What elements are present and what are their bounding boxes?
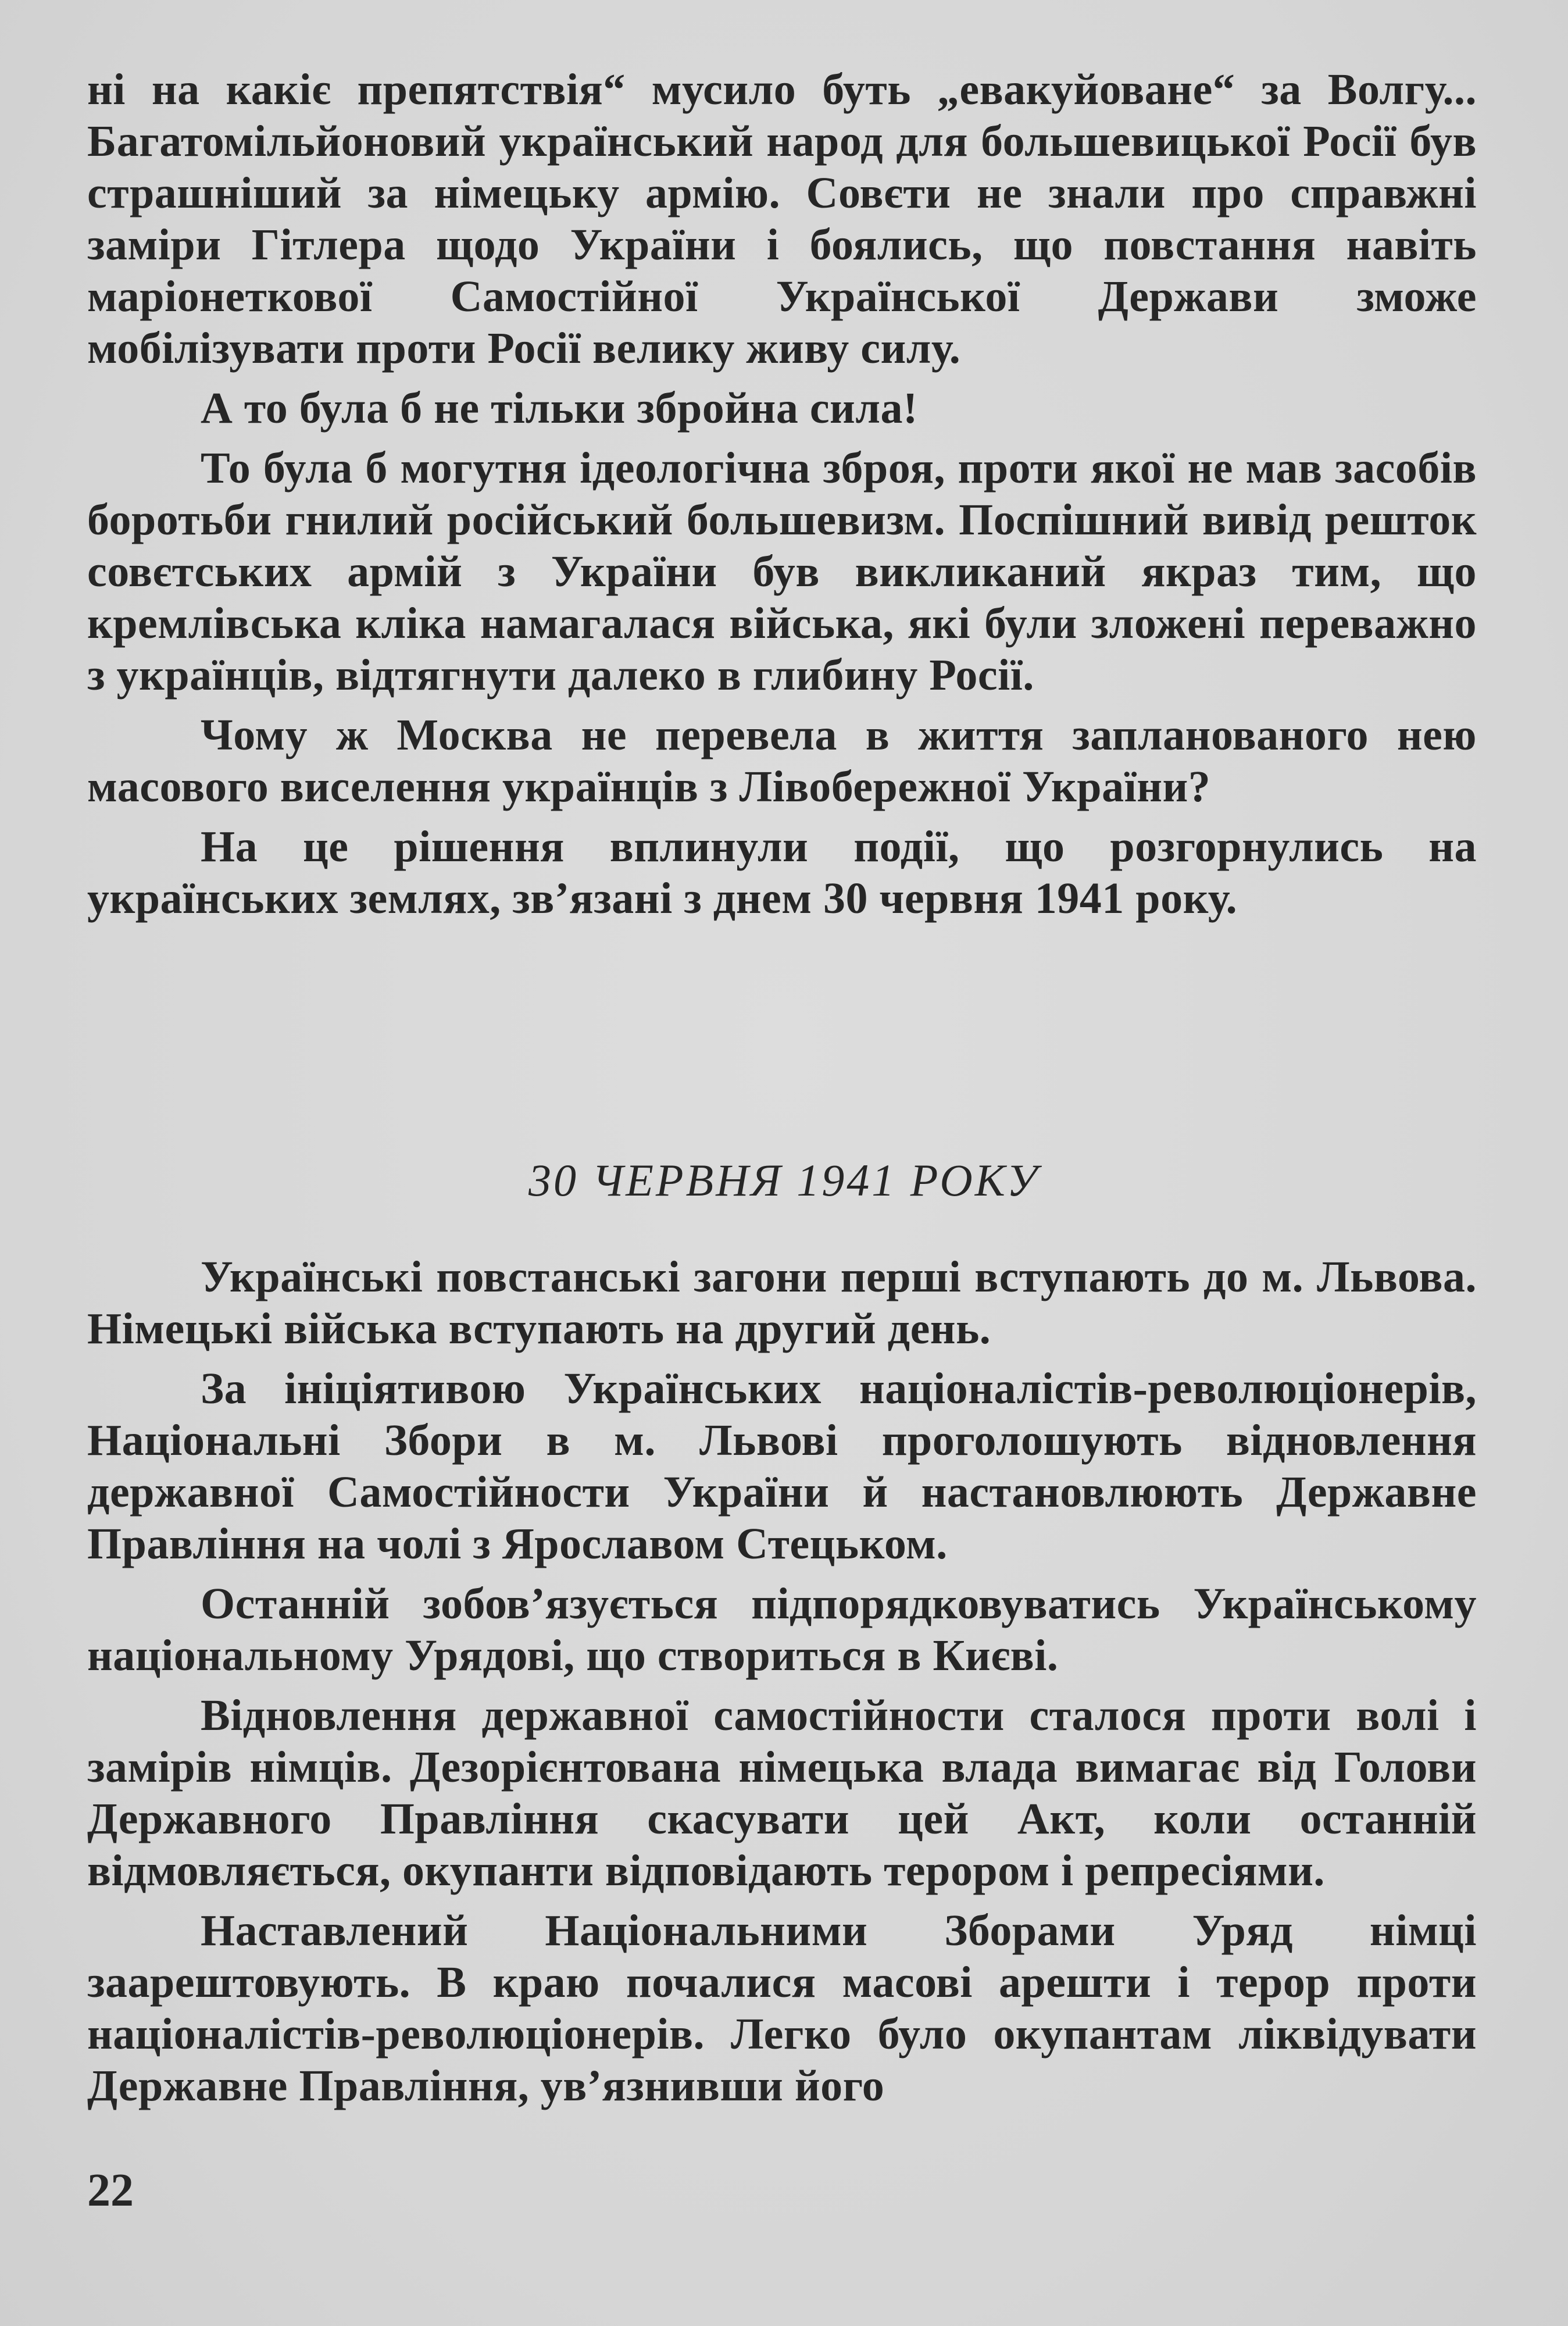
top-text-block	[87, 64, 1477, 925]
bottom-text-block	[87, 1251, 1477, 2112]
paragraph-events: На це рішення вплинули події, що розгорнулись на українських землях, зв’язані з днем 30 червня 1941 року.	[87, 822, 1477, 923]
paragraph-lviv-entry: Українські повстанські загони перші вступають до м. Львова. Німецькі війська вступають на другий день.	[87, 1253, 1477, 1353]
paragraph-continuation: ні на какіє препятствія“ мусило буть „евакуйоване“ за Волгу... Багатомільйоновий український народ для большевицької Росії був страшніший за німецьку армію. Совєти не знали про справжні заміри Гітлера щодо України і боялись, що повстання навіть маріонеткової Самостійної Української Держави зможе мобілізувати проти Росії велику живу силу.	[87, 65, 1477, 373]
page-number: 22	[87, 2165, 134, 2216]
paragraph-ideological-weapon: То була б могутня ідеологічна зброя, проти якої не мав засобів боротьби гнилий російський большевизм. Поспішний вивід решток совєтських армій з України був викликаний якраз тим, що кремлівська кліка намагалася війська, які були зложені переважно з українців, відтягнути далеко в глибину Росії.	[87, 444, 1477, 700]
paragraph-arrests: Наставлений Національними Зборами Уряд німці заарештовують. В краю почалися масові арешти і терор проти націоналістів-революціонерів. Легко було окупантам ліквідувати Державне Правління, ув’язнивши його	[87, 1906, 1477, 2110]
paragraph-question: Чому ж Москва не перевела в життя запланованого нею масового виселення українців з Лівобережної України?	[87, 711, 1477, 811]
paragraph-exclamation: А то була б не тільки збройна сила!	[201, 384, 918, 433]
section-heading: 30 ЧЕРВНЯ 1941 РОКУ	[528, 1155, 1040, 1205]
paragraph-national-assembly: За ініціятивою Українських націоналістів-революціонерів, Національні Збори в м. Львові проголошують відновлення державної Самостійности України й настановлюють Державне Правління на чолі з Ярославом Стецьком.	[87, 1364, 1477, 1568]
paragraph-subordination: Останній зобов’язується підпорядковуватись Українському національному Урядові, що створиться в Києві.	[87, 1579, 1477, 1680]
paragraph-restoration: Відновлення державної самостійности сталося проти волі і замірів німців. Дезорієнтована німецька влада вимагає від Голови Державного Правління скасувати цей Акт, коли останній відмовляється, окупанти відповідають терором і репресіями.	[87, 1691, 1477, 1895]
